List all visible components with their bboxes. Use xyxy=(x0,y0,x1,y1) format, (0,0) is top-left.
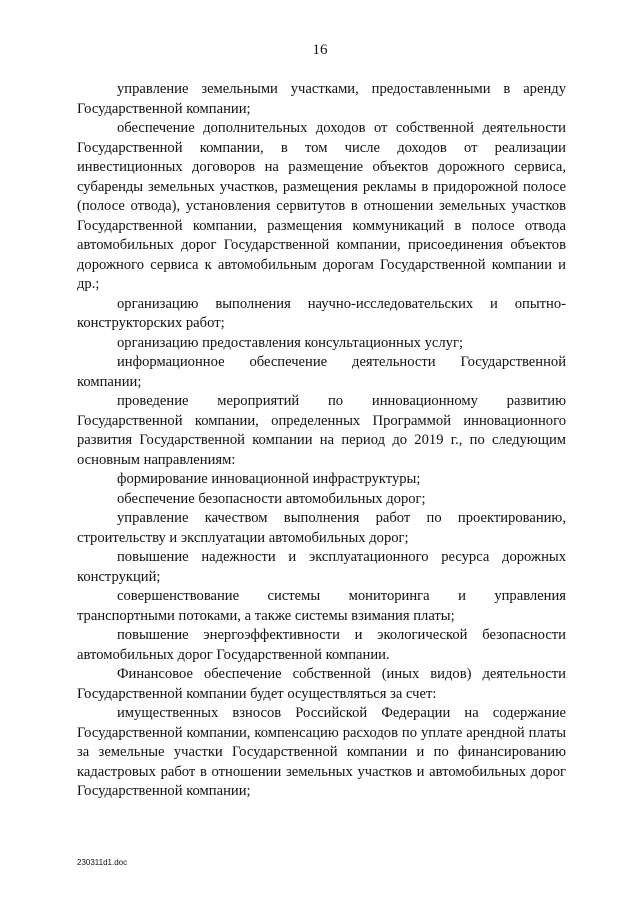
paragraph: информационное обеспечение деятельности Государственной компании; xyxy=(77,354,566,390)
document-body xyxy=(77,80,566,802)
paragraph: формирование инновационной инфраструктуры; xyxy=(117,471,421,487)
paragraph: обеспечение безопасности автомобильных дорог; xyxy=(117,490,426,507)
paragraph: управление земельными участками, предоставленными в аренду Государственной компании; xyxy=(77,81,566,117)
page-number: 16 xyxy=(312,42,328,58)
paragraph: повышение надежности и эксплуатационного ресурса дорожных конструкций; xyxy=(77,549,566,585)
paragraph: Финансовое обеспечение собственной (иных видов) деятельности Государственной компании будет осуществляться за счет: xyxy=(77,666,566,702)
footer-filename: 230311d1.doc xyxy=(77,858,128,867)
paragraph: организацию выполнения научно-исследовательских и опытно-конструкторских работ; xyxy=(77,295,566,331)
paragraph: повышение энергоэффективности и экологической безопасности автомобильных дорог Государственной компании. xyxy=(77,627,566,663)
paragraph: организацию предоставления консультационных услуг; xyxy=(117,334,464,351)
paragraph: обеспечение дополнительных доходов от собственной деятельности Государственной компании, в том числе доходов от реализации инвестиционных договоров на размещение объектов дорожного сервиса, субаренды земельных участков, размещения рекламы в придорожной полосе (полосе отвода), установления сервитутов в отношении земельных участков Государственной компании, размещения коммуникаций в полосе отвода автомобильных дорог Государственной компании, присоединения объектов дорожного сервиса к автомобильным дорогам Государственной компании и др.; xyxy=(77,120,566,292)
paragraph: проведение мероприятий по инновационному развитию Государственной компании, определенных Программой инновационного развития Государственной компании на период до 2019 г., по следующим основным направлениям: xyxy=(77,393,566,468)
paragraph: имущественных взносов Российской Федерации на содержание Государственной компании, компенсацию расходов по уплате арендной платы за земельные участки Государственной компании и по финансированию кадастровых работ в отношении земельных участков и автомобильных дорог Государственной компании; xyxy=(77,705,566,799)
paragraph: совершенствование системы мониторинга и управления транспортными потоками, а также системы взимания платы; xyxy=(77,588,566,624)
paragraph: управление качеством выполнения работ по проектированию, строительству и эксплуатации автомобильных дорог; xyxy=(77,510,566,546)
